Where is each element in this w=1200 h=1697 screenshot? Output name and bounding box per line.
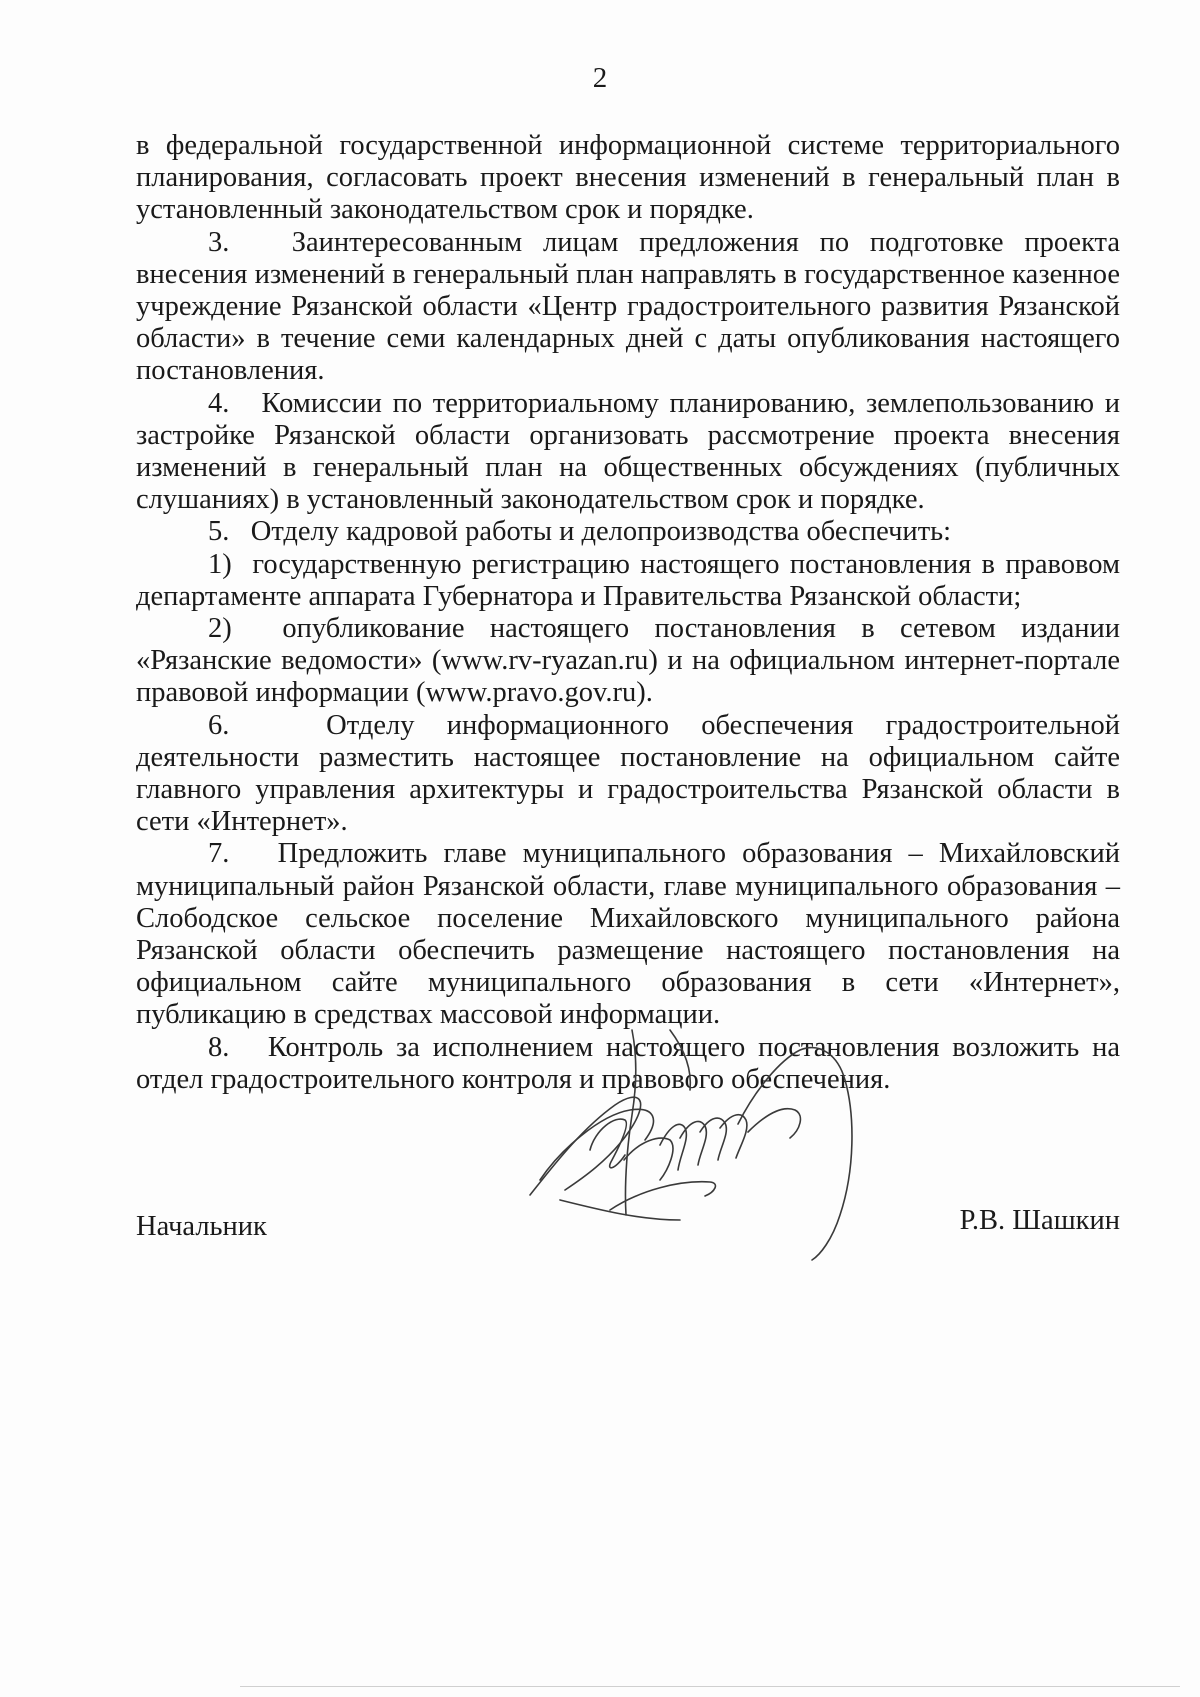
paragraph-item-5: 5. Отделу кадровой работы и делопроизводства обеспечить: bbox=[208, 516, 952, 548]
scan-edge-line bbox=[240, 1686, 1180, 1687]
page-number: 2 bbox=[592, 62, 608, 94]
paragraph-item-6: 6. Отделу информационного обеспечения градостроительной деятельности разместить настоящее постановление на официальном сайте главного управления архитектуры и градостроительства Рязанской области в сети «Интернет». bbox=[136, 709, 1120, 838]
paragraph-item-7: 7. Предложить главе муниципального образования – Михайловский муниципальный район Рязанской области, главе муниципального образования – Слободское сельское поселение Михайловского муниципального района Рязанской области обеспечить размещение настоящего постановления на официальном сайте муниципального образования в сети «Интернет», публикацию в средствах массовой информации. bbox=[136, 838, 1120, 1031]
document-body bbox=[136, 130, 1120, 1096]
paragraph-continuation: в федеральной государственной информационной системе территориального планирования, согласовать проект внесения изменений в генеральный план в установленный законодательством срок и порядке. bbox=[136, 130, 1120, 226]
paragraph-item-4: 4. Комиссии по территориальному планированию, землепользованию и застройке Рязанской области организовать рассмотрение проекта внесения изменений в генеральный план на общественных обсуждениях (публичных слушаниях) в установленный законодательством срок и порядке. bbox=[136, 387, 1120, 516]
paragraph-item-8: 8. Контроль за исполнением настоящего постановления возложить на отдел градостроительного контроля и правового обеспечения. bbox=[136, 1031, 1120, 1095]
paragraph-item-3: 3. Заинтересованным лицам предложения по подготовке проекта внесения изменений в генеральный план направлять в государственное казенное учреждение Рязанской области «Центр градостроительного развития Рязанской области» в течение семи календарных дней с даты опубликования настоящего постановления. bbox=[136, 226, 1120, 387]
handwritten-signature bbox=[520, 1020, 920, 1340]
signatory-title: Начальник bbox=[136, 1211, 267, 1242]
signatory-name: Р.В. Шашкин bbox=[959, 1205, 1120, 1236]
paragraph-subitem-1: 1) государственную регистрацию настоящего постановления в правовом департаменте аппарата Губернатора и Правительства Рязанской области; bbox=[136, 548, 1120, 612]
paragraph-subitem-2: 2) опубликование настоящего постановления в сетевом издании «Рязанские ведомости» (www.rv-ryazan.ru) и на официальном интернет-портале правовой информации (www.pravo.gov.ru). bbox=[136, 613, 1120, 709]
